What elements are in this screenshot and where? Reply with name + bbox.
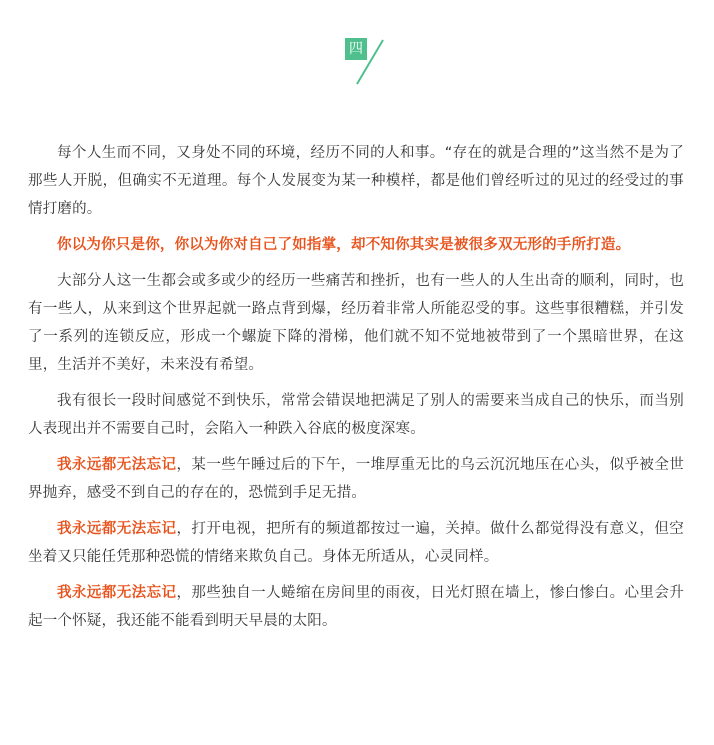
paragraph-7 xyxy=(28,579,684,635)
paragraph-5-text: ，某一些午睡过后的下午，一堆厚重无比的乌云沉沉地压在心头，似乎被全世界抛弃，感受不到自己的存在的，恐慌到手足无措。 xyxy=(28,457,685,501)
section-number-badge: 四 xyxy=(345,38,367,60)
paragraph-7-text: ，那些独自一人蜷缩在房间里的雨夜，日光灯照在墙上，惨白惨白。心里会升起一个怀疑，我还能不能看到明天早晨的太阳。 xyxy=(28,585,685,629)
paragraph-6-text: ，打开电视，把所有的频道都按过一遍，关掉。做什么都觉得没有意义，但空坐着又只能任凭那种恐慌的情绪来欺负自己。身体无所适从，心灵同样。 xyxy=(28,521,685,565)
paragraph-4 xyxy=(28,387,684,443)
paragraph-3 xyxy=(28,267,684,379)
article-body xyxy=(28,139,684,643)
paragraph-2-highlight xyxy=(28,231,684,259)
paragraph-1-text: 每个人生而不同，又身处不同的环境，经历不同的人和事。“存在的就是合理的”这当然不是为了那些人开脱，但确实不无道理。每个人发展变为某一种模样，都是他们曾经听过的见过的经受过的事情打磨的。 xyxy=(28,145,684,217)
paragraph-4-text: 我有很长一段时间感觉不到快乐，常常会错误地把满足了别人的需要来当成自己的快乐，而当别人表现出并不需要自己时，会陷入一种跌入谷底的极度深寒。 xyxy=(28,393,684,437)
paragraph-6 xyxy=(28,515,684,571)
paragraph-5 xyxy=(28,451,684,507)
paragraph-6-lead: 我永远都无法忘记 xyxy=(57,521,177,537)
paragraph-2-lead: 你以为你只是你，你以为你对自己了如指掌，却不知你其实是被很多双无形的手所打造。 xyxy=(57,237,631,253)
diagonal-slash-decoration xyxy=(345,38,395,88)
section-header-mark xyxy=(345,38,395,88)
paragraph-1 xyxy=(28,139,684,223)
paragraph-7-lead: 我永远都无法忘记 xyxy=(57,585,177,601)
paragraph-3-text: 大部分人这一生都会或多或少的经历一些痛苦和挫折，也有一些人的人生出奇的顺利，同时，也有一些人，从来到这个世界起就一路点背到爆，经历着非常人所能忍受的事。这些事很糟糕，并引发了一系列的连锁反应，形成一个螺旋下降的滑梯，他们就不知不觉地被带到了一个黑暗世界，在这里，生活并不美好，未来没有希望。 xyxy=(28,273,684,373)
paragraph-5-lead: 我永远都无法忘记 xyxy=(57,457,177,473)
